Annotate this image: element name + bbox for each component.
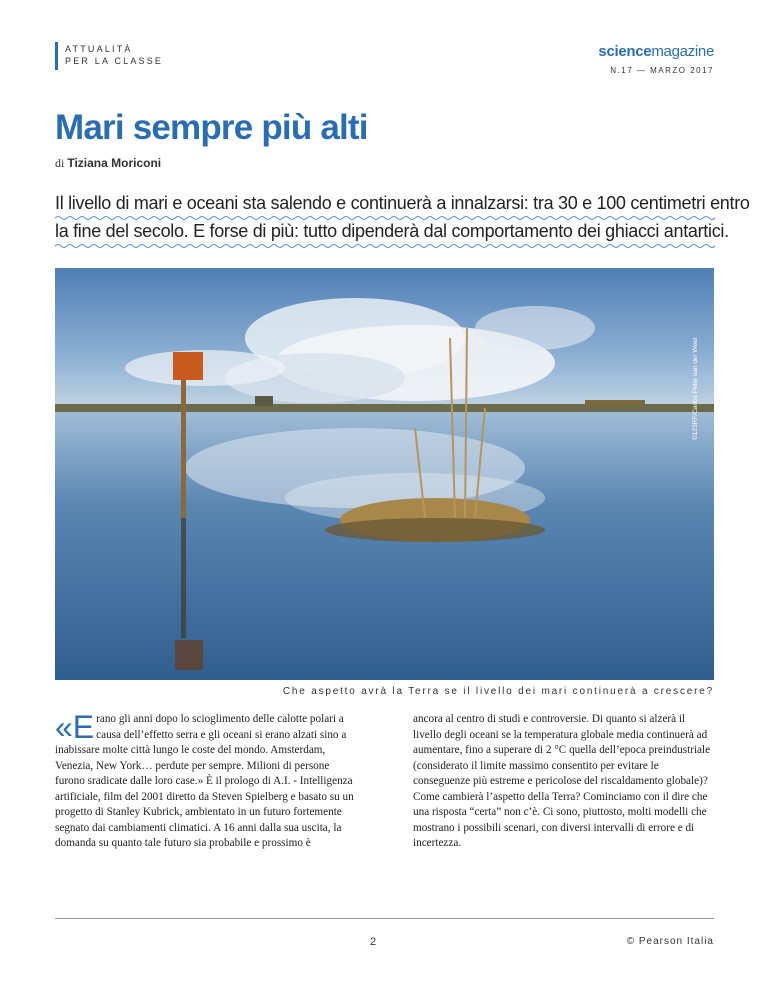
photo-credit (690, 320, 700, 440)
byline (55, 156, 161, 171)
article-paragraph-2: ancora al centro di studi e controversie. Di quanto si alzerà il livello degli oceani se la temperatura globale media continuerà ad aumentare, fino a superare di 2 °C quella dell’epoca preindustriale (considerato il limite massimo consentito per evitare le conseguenze più estreme e pericolose del riscaldamento globale)? Come cambierà l’aspetto della Terra? Cominciamo con il dire che una risposta “certa” non c’è. Ci sono, piuttosto, molti modelli che mostrano i possibili scenari, con diversi intervalli di errore e di incertezza. (413, 713, 711, 849)
brand-logo (598, 43, 714, 60)
dropcap: «E (55, 709, 95, 745)
section-label (65, 43, 163, 67)
lead-underline-2 (55, 243, 715, 249)
flooded-landscape-illustration (55, 268, 714, 680)
brand-logo-magazine: magazine (651, 43, 714, 60)
photo-caption: Che aspetto avrà la Terra se il livello dei mari continuerà a crescere? (282, 686, 714, 697)
lead-line-2: la fine del secolo. E forse di più: tutto dipenderà dal comportamento dei ghiacci antartici. (55, 221, 729, 241)
footer-divider (55, 918, 714, 919)
byline-prefix: di (55, 156, 65, 170)
article-column-1 (55, 709, 355, 852)
copyright: © Pearson Italia (626, 936, 714, 947)
photo-credit-text: ©123RF/Carlos Peter van der Weel (692, 337, 699, 440)
brand-logo-science: science (598, 43, 652, 60)
section-label-line2: PER LA CLASSE (65, 56, 164, 66)
author-name: Tiziana Moriconi (67, 156, 162, 170)
section-accent-bar (55, 42, 58, 70)
article-column-2 (413, 712, 713, 852)
article-paragraph-1: rano gli anni dopo lo scioglimento delle calotte polari a causa dell’effetto serra e gli oceani si erano alzati sino a inabissare molte città lungo le coste del mondo. Amsterdam, Venezia, New York… perdute per sempre. Milioni di persone furono sradicate dalle loro case.» È il prologo di A.I. - Intelligenza artificiale, film del 2001 diretto da Steven Spielberg e basato su un progetto di Stanley Kubrick, ambientato in un futuro fortemente segnato dai cambiamenti climatici. A 16 anni dalla sua uscita, la domanda su quanto tale futuro sia probabile e prossimo è (55, 713, 354, 849)
article-photo (55, 268, 714, 680)
page-number: 2 (370, 936, 377, 948)
lead-line-1: Il livello di mari e oceani sta salendo e continuerà a innalzarsi: tra 30 e 100 centimetri entro (55, 193, 750, 213)
section-label-line1: ATTUALITÀ (65, 44, 133, 54)
article-title: Mari sempre più alti (55, 108, 368, 147)
issue-label: N.17 — MARZO 2017 (610, 66, 714, 75)
